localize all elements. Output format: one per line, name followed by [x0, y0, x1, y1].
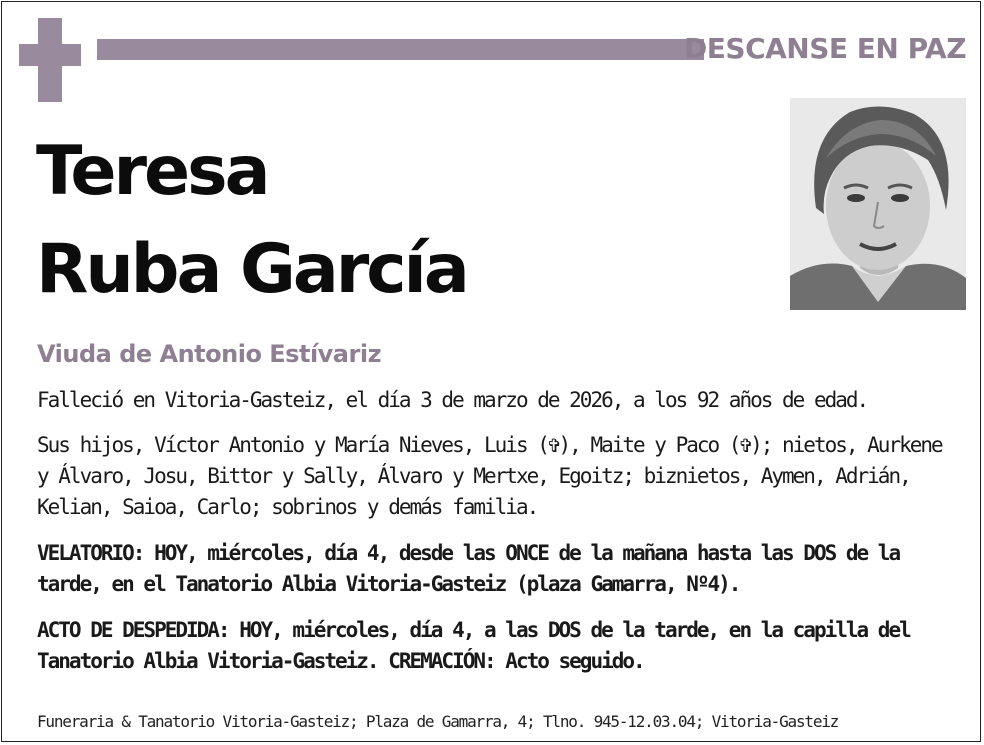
funeral-home-footer: Funeraria & Tanatorio Vitoria-Gasteiz; Plaza de Gamarra, 4; Tlno. 945-12.03.04; Vitoria-Gasteiz: [37, 712, 839, 731]
header-bar: [97, 39, 704, 60]
family-list: Sus hijos, Víctor Antonio y María Nieves, Luis (✞), Maite y Paco (✞); nietos, Aurkene y Álvaro, Josu, Bittor y Sally, Álvaro y Mertxe, Egoitz; biznietos, Aymen, Adrián, Kelian, Saioa, Carlo; sobrinos y demás familia.: [37, 433, 942, 519]
portrait-photo: [790, 98, 966, 310]
wake-details: VELATORIO: HOY, miércoles, día 4, desde las ONCE de la mañana hasta las DOS de la tarde, en el Tanatorio Albia Vitoria-Gasteiz (plaza Gamarra, Nº4).: [37, 541, 900, 596]
deceased-first-name: Teresa: [36, 132, 268, 211]
portrait-photo-icon: [790, 98, 966, 310]
death-statement: Falleció en Vitoria-Gasteiz, el día 3 de marzo de 2026, a los 92 años de edad.: [37, 388, 868, 412]
deceased-last-name: Ruba García: [36, 230, 467, 309]
deceased-subtitle: Viuda de Antonio Estívariz: [37, 340, 382, 368]
farewell-details: ACTO DE DESPEDIDA: HOY, miércoles, día 4, a las DOS de la tarde, en la capilla del Tanatorio Albia Vitoria-Gasteiz. CREMACIÓN: Acto seguido.: [37, 618, 910, 673]
cross-icon-arm: [19, 44, 81, 66]
header-label: DESCANSE EN PAZ: [684, 32, 966, 65]
